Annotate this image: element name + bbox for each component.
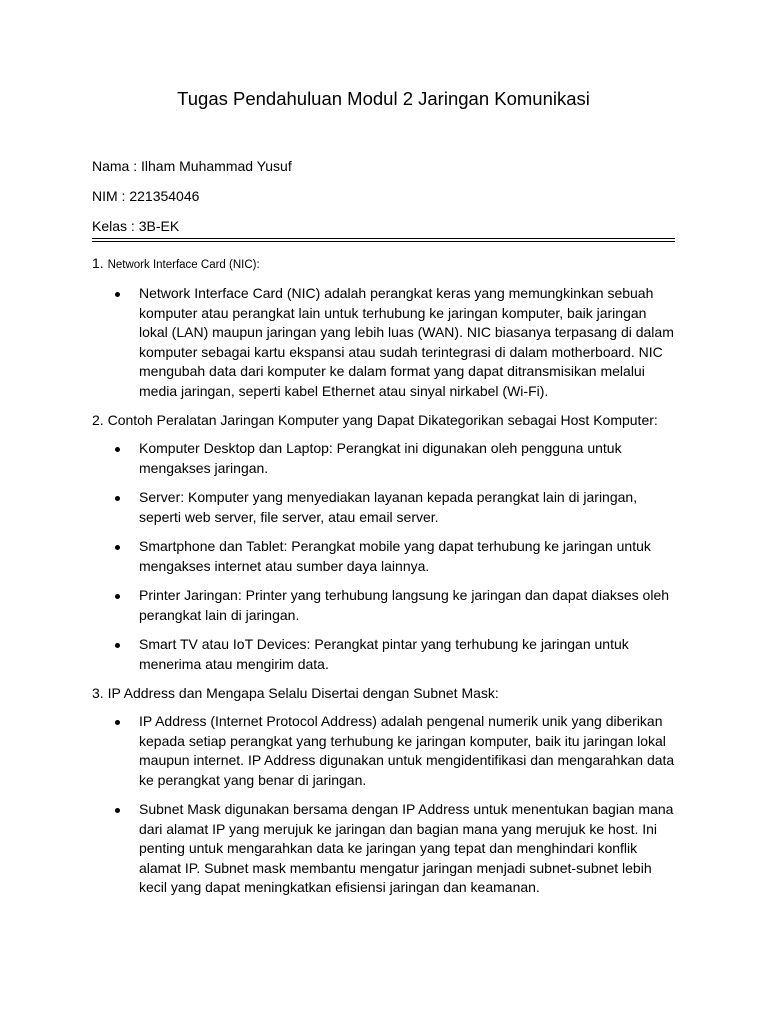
list-item-text: Server: Komputer yang menyediakan layanan kepada perangkat lain di jaringan, seperti web server, file server, atau email server. [139,489,638,525]
list-item-text: Komputer Desktop dan Laptop: Perangkat ini digunakan oleh pengguna untuk mengakses jaringan. [139,440,622,476]
list-item [92,712,675,790]
student-name: Nama : Ilham Muhammad Yusuf [92,158,292,174]
document-title: Tugas Pendahuluan Modul 2 Jaringan Komunikasi [177,88,590,109]
bullet-icon [115,720,120,725]
bullet-icon [115,447,120,452]
list-item [92,537,675,576]
list-item [92,488,675,527]
list-item [92,439,675,478]
student-nim: NIM : 221354046 [92,188,200,204]
student-info [92,157,675,235]
list-item-text: Printer Jaringan: Printer yang terhubung langsung ke jaringan dan dapat diakses oleh perangkat lain di jaringan. [139,587,670,623]
section-1-title: Network Interface Card (NIC): [107,259,260,271]
section-3-heading [92,684,675,703]
list-item-text: IP Address (Internet Protocol Address) adalah pengenal numerik unik yang diberikan kepada setiap perangkat yang terhubung ke jaringan komputer, baik itu jaringan lokal maupun internet. IP Address digunakan untuk mengidentifikasi dan mengarahkan data ke perangkat yang benar di jaringan. [139,713,675,788]
list-item [92,635,675,674]
bullet-icon [115,292,120,297]
list-item-text: Network Interface Card (NIC) adalah perangkat keras yang memungkinkan sebuah komputer atau perangkat lain untuk terhubung ke jaringan komputer, baik jaringan lokal (LAN) maupun jaringan yang lebih luas (WAN). NIC biasanya terpasang di dalam komputer sebagai kartu ekspansi atau sudah terintegrasi di dalam motherboard. NIC mengubah data dari komputer ke dalam format yang dapat ditransmisikan melalui media jaringan, seperti kabel Ethernet atau sinyal nirkabel (Wi-Fi). [139,285,674,399]
bullet-icon [115,594,120,599]
section-1-list [92,284,675,401]
section-2-title: Contoh Peralatan Jaringan Komputer yang Dapat Dikategorikan sebagai Host Komputer: [107,412,658,428]
bullet-icon [115,808,120,813]
section-2-heading [92,411,675,430]
section-1-heading [92,254,675,275]
list-item-text: Subnet Mask digunakan bersama dengan IP Address untuk menentukan bagian mana dari alamat IP yang merujuk ke jaringan dan bagian mana yang merujuk ke host. Ini penting untuk mengarahkan data ke jaringan yang tepat dan menghindari konflik alamat IP. Subnet mask membantu mengatur jaringan menjadi subnet-subnet lebih kecil yang dapat meningkatkan efisiensi jaringan dan keamanan. [139,801,674,895]
section-3-number: 3. [92,685,104,701]
list-item-text: Smart TV atau IoT Devices: Perangkat pintar yang terhubung ke jaringan untuk menerima atau mengirim data. [139,636,629,672]
list-item [92,586,675,625]
student-class: Kelas : 3B-EK [92,218,180,234]
bullet-icon [115,545,120,550]
list-item-text: Smartphone dan Tablet: Perangkat mobile yang dapat terhubung ke jaringan untuk mengakses internet atau sumber daya lainnya. [139,538,651,574]
list-item [92,284,675,401]
section-2-list [92,439,675,674]
section-1-number: 1. [92,255,104,271]
section-2-number: 2. [92,412,104,428]
bullet-icon [115,496,120,501]
list-item [92,800,675,898]
section-3-title: IP Address dan Mengapa Selalu Disertai dengan Subnet Mask: [107,685,499,701]
header-divider [92,238,675,242]
section-3-list [92,712,675,898]
bullet-icon [115,643,120,648]
